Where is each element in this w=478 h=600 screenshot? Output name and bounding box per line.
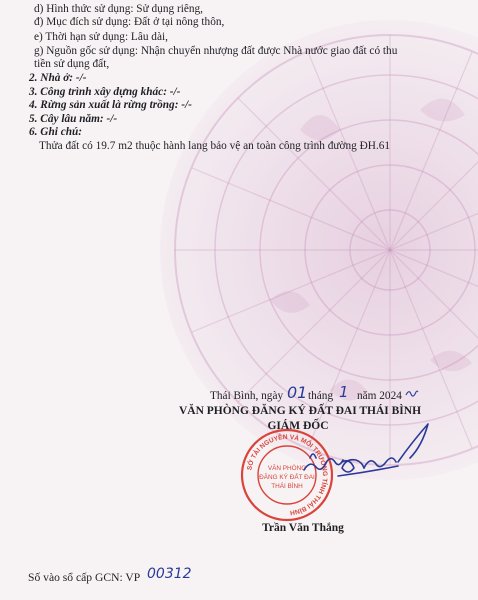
signer-name: Trần Văn Thắng — [262, 522, 344, 534]
item-production-forest: 4. Rừng sản xuất là rừng trồng: -/- — [29, 99, 192, 111]
land-use-purpose: đ) Mục đích sử dụng: Đất ở tại nông thôn, — [34, 16, 225, 28]
note-text: Thửa đất có 19.7 m2 thuộc hành lang bảo vệ an toàn công trình đường ĐH.61 — [39, 140, 391, 152]
register-number: 00312 — [147, 566, 192, 582]
land-origin-continued: tiền sử dụng đất, — [34, 58, 110, 70]
seal-line-3: THÁI BÌNH — [271, 483, 303, 490]
item-notes-heading: 6. Ghi chú: — [29, 126, 83, 138]
date-place — [210, 390, 283, 403]
date-year: năm 2024 — [357, 390, 402, 402]
date-prefix: Thái Bình, ngày — [210, 390, 284, 402]
item-house: 2. Nhà ở: -/- — [29, 72, 87, 84]
date-flourish — [405, 386, 419, 400]
position-title: GIÁM ĐỐC — [267, 420, 329, 432]
date-month-label: tháng — [308, 390, 334, 402]
item-other-construction: 3. Công trình xây dựng khác: -/- — [29, 86, 181, 98]
land-use-form: d) Hình thức sử dụng: Sử dụng riêng, — [34, 3, 203, 15]
seal-line-2: ĐĂNG KÝ ĐẤT ĐAI — [259, 474, 315, 481]
land-use-term: e) Thời hạn sử dụng: Lâu dài, — [34, 31, 168, 43]
land-origin: g) Nguồn gốc sử dụng: Nhận chuyển nhượng đất được Nhà nước giao đất có thu — [34, 45, 398, 57]
item-perennial-trees: 5. Cây lâu năm: -/- — [29, 113, 118, 125]
office-name: VĂN PHÒNG ĐĂNG KÝ ĐẤT ĐAI THÁI BÌNH — [178, 405, 422, 417]
date-day: 01 — [287, 383, 308, 402]
date-month: 1 — [339, 383, 349, 401]
handwritten-signature — [300, 418, 440, 493]
register-label: Số vào sổ cấp GCN: VP — [28, 571, 141, 584]
seal-ring-text: SỞ TÀI NGUYÊN VÀ MÔI TRƯỜNG TỈNH THÁI BÌNH — [246, 433, 329, 516]
seal-line-1: VĂN PHÒNG — [267, 465, 307, 472]
